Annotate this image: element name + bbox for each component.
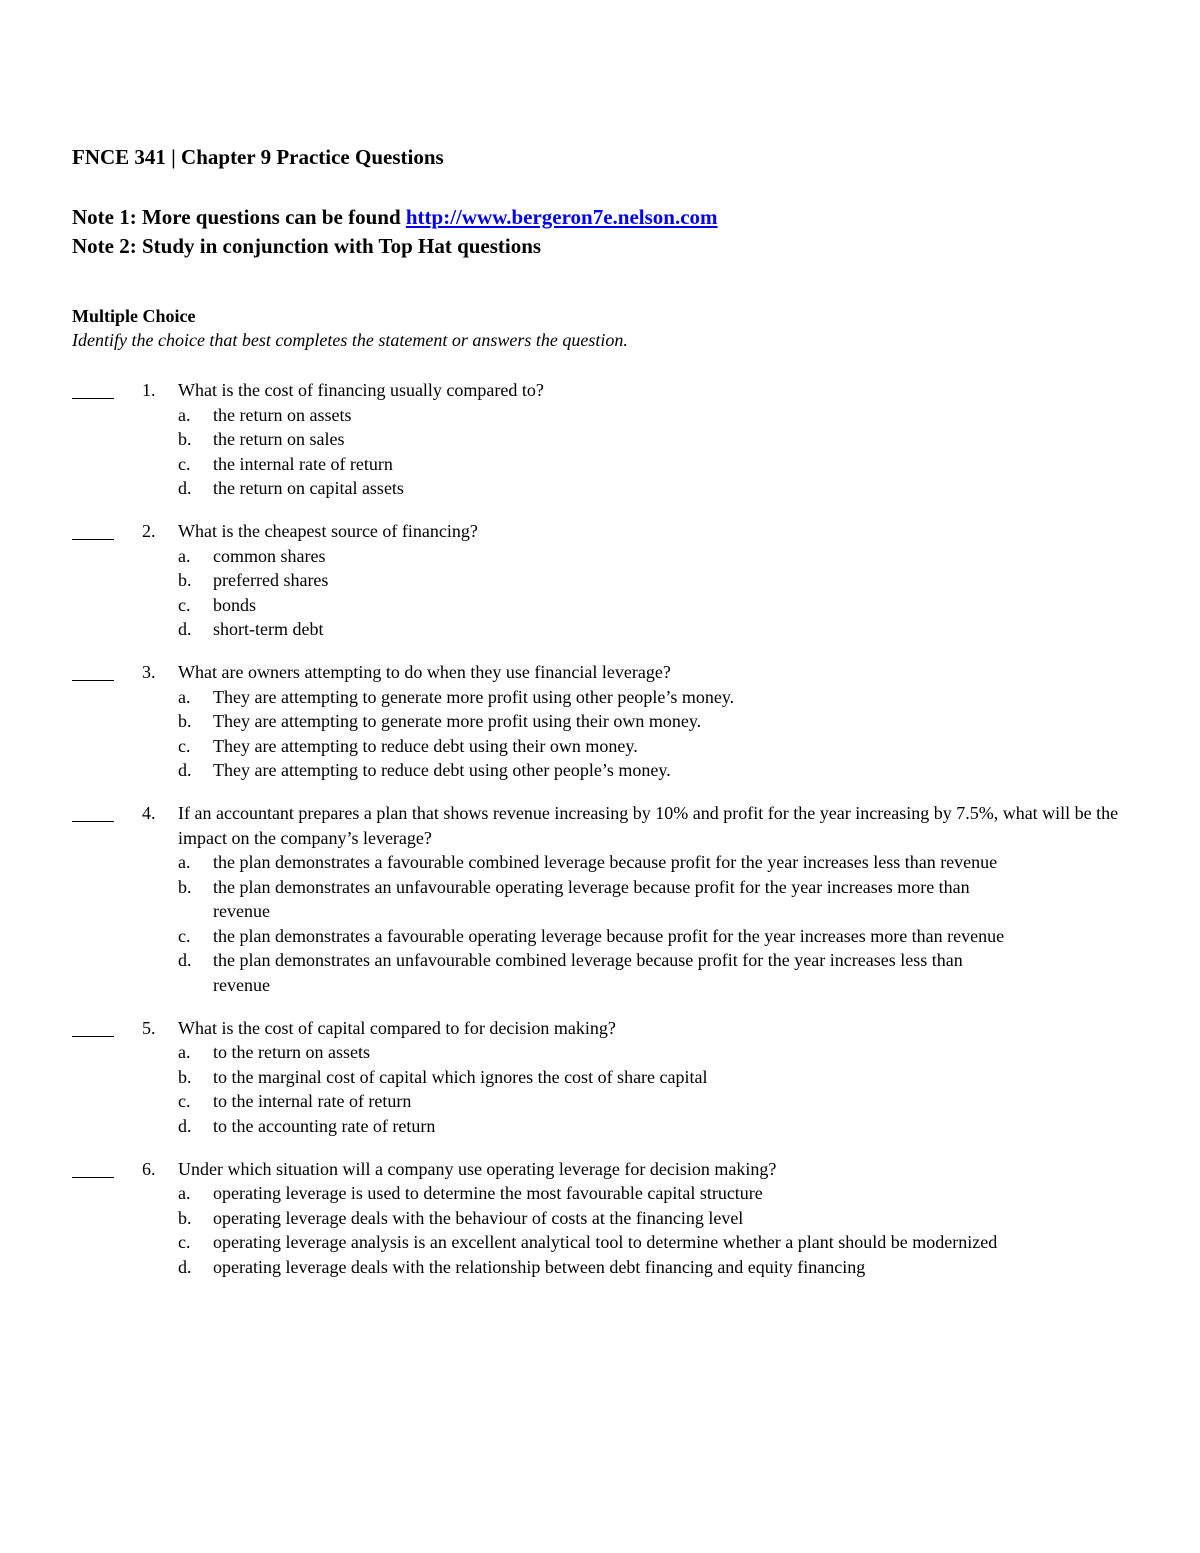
option-list: [72, 403, 1132, 501]
option-text: bonds: [213, 594, 257, 615]
answer-option: [72, 1255, 1132, 1280]
question-6: [72, 1157, 1132, 1280]
option-list: [72, 544, 1132, 642]
option-text: to the marginal cost of capital which ignores the cost of share capital: [213, 1066, 708, 1087]
option-letter: c.: [178, 1232, 191, 1253]
option-letter: d.: [178, 760, 192, 781]
option-letter: a.: [178, 1042, 191, 1063]
question-5: [72, 1016, 1132, 1139]
option-letter: b.: [178, 429, 192, 450]
option-letter: d.: [178, 1116, 192, 1137]
question-1: [72, 378, 1132, 501]
answer-option: [72, 452, 1132, 477]
answer-option: [72, 593, 1132, 618]
option-text: operating leverage deals with the behaviour of costs at the financing level: [213, 1207, 744, 1228]
note-1-text: Note 1: More questions can be found: [72, 205, 406, 229]
option-letter: d.: [178, 1257, 192, 1277]
option-text: the return on capital assets: [213, 478, 404, 499]
answer-option: [72, 568, 1132, 593]
section-instructions: Identify the choice that best completes the statement or answers the question.: [72, 330, 628, 350]
answer-option: [72, 850, 1132, 875]
option-text: preferred shares: [213, 570, 329, 591]
question-number: 3.: [142, 661, 156, 682]
question-text: If an accountant prepares a plan that shows revenue increasing by 10% and profit for the year increasing by 7.5%, what will be the impact on the company’s leverage?: [178, 802, 1119, 848]
question-text: What are owners attempting to do when they use financial leverage?: [178, 661, 671, 682]
question-number: 2.: [142, 520, 156, 541]
option-text: the plan demonstrates a favourable combined leverage because profit for the year increases less than revenue: [213, 852, 998, 873]
answer-blank[interactable]: [72, 1157, 114, 1178]
option-text: operating leverage deals with the relationship between debt financing and equity financing: [213, 1257, 866, 1277]
answer-option: [72, 1230, 1132, 1255]
question-number: 5.: [142, 1017, 156, 1038]
answer-option: [72, 875, 1132, 924]
answer-option: [72, 924, 1132, 949]
option-letter: c.: [178, 925, 191, 946]
answer-blank[interactable]: [72, 801, 114, 822]
answer-option: [72, 758, 1132, 783]
answer-option: [72, 427, 1132, 452]
option-list: [72, 685, 1132, 783]
option-letter: d.: [178, 619, 192, 640]
answer-option: [72, 1114, 1132, 1139]
option-letter: d.: [178, 950, 192, 971]
option-letter: c.: [178, 735, 191, 756]
option-letter: a.: [178, 1183, 191, 1204]
option-text: common shares: [213, 545, 326, 566]
option-text: the internal rate of return: [213, 453, 393, 474]
question-text: What is the cheapest source of financing?: [178, 520, 478, 541]
option-list: [72, 850, 1132, 998]
answer-option: [72, 476, 1132, 501]
answer-option: [72, 734, 1132, 759]
option-text: to the return on assets: [213, 1042, 370, 1063]
answer-blank[interactable]: [72, 378, 114, 399]
question-number: 6.: [142, 1158, 156, 1179]
answer-option: [72, 1040, 1132, 1065]
answer-option: [72, 544, 1132, 569]
section-heading: Multiple Choice: [72, 306, 196, 326]
note-1: [72, 205, 718, 230]
option-letter: d.: [178, 478, 192, 499]
option-letter: a.: [178, 545, 191, 566]
question-text: What is the cost of capital compared to for decision making?: [178, 1017, 616, 1038]
answer-option: [72, 1065, 1132, 1090]
option-letter: a.: [178, 404, 191, 425]
question-4: [72, 801, 1132, 998]
question-number: 1.: [142, 380, 156, 400]
option-letter: b.: [178, 711, 192, 732]
option-letter: b.: [178, 570, 192, 591]
option-letter: b.: [178, 1066, 192, 1087]
question-list: [72, 378, 1132, 1298]
publisher-link[interactable]: http://www.bergeron7e.nelson.com: [405, 205, 718, 229]
option-text: They are attempting to reduce debt using their own money.: [213, 735, 638, 756]
option-list: [72, 1181, 1132, 1279]
option-letter: c.: [178, 453, 191, 474]
option-text: short-term debt: [213, 619, 324, 640]
answer-option: [72, 1181, 1132, 1206]
option-text: the plan demonstrates a favourable operating leverage because profit for the year increases more than revenue: [213, 925, 1005, 946]
answer-option: [72, 403, 1132, 428]
option-text: the return on assets: [213, 404, 352, 425]
answer-blank[interactable]: [72, 1016, 114, 1037]
option-text: They are attempting to reduce debt using other people’s money.: [213, 760, 671, 781]
option-letter: c.: [178, 1091, 191, 1112]
option-text: operating leverage analysis is an excellent analytical tool to determine whether a plant should be modernized: [213, 1232, 998, 1253]
answer-option: [72, 685, 1132, 710]
option-text: the plan demonstrates an unfavourable operating leverage because profit for the year increases more than revenue: [213, 876, 970, 922]
answer-blank[interactable]: [72, 519, 114, 540]
answer-option: [72, 1089, 1132, 1114]
question-2: [72, 519, 1132, 642]
option-text: the return on sales: [213, 429, 345, 450]
answer-option: [72, 1206, 1132, 1231]
answer-blank[interactable]: [72, 660, 114, 681]
option-letter: c.: [178, 594, 191, 615]
option-text: to the accounting rate of return: [213, 1116, 436, 1137]
option-text: operating leverage is used to determine the most favourable capital structure: [213, 1183, 763, 1204]
question-3: [72, 660, 1132, 783]
question-text: What is the cost of financing usually compared to?: [178, 380, 544, 400]
note-2: Note 2: Study in conjunction with Top Hat questions: [72, 234, 542, 258]
option-list: [72, 1040, 1132, 1138]
answer-option: [72, 617, 1132, 642]
answer-option: [72, 709, 1132, 734]
option-letter: b.: [178, 1207, 192, 1228]
question-text: Under which situation will a company use operating leverage for decision making?: [178, 1158, 777, 1179]
question-number: 4.: [142, 802, 156, 823]
option-text: They are attempting to generate more profit using their own money.: [213, 711, 702, 732]
option-text: They are attempting to generate more profit using other people’s money.: [213, 686, 735, 707]
option-letter: a.: [178, 686, 191, 707]
page-title: FNCE 341 | Chapter 9 Practice Questions: [72, 145, 444, 169]
option-text: the plan demonstrates an unfavourable combined leverage because profit for the year increases less than revenue: [213, 950, 963, 996]
option-text: to the internal rate of return: [213, 1091, 412, 1112]
option-letter: b.: [178, 876, 192, 897]
option-letter: a.: [178, 852, 191, 873]
answer-option: [72, 948, 1132, 997]
